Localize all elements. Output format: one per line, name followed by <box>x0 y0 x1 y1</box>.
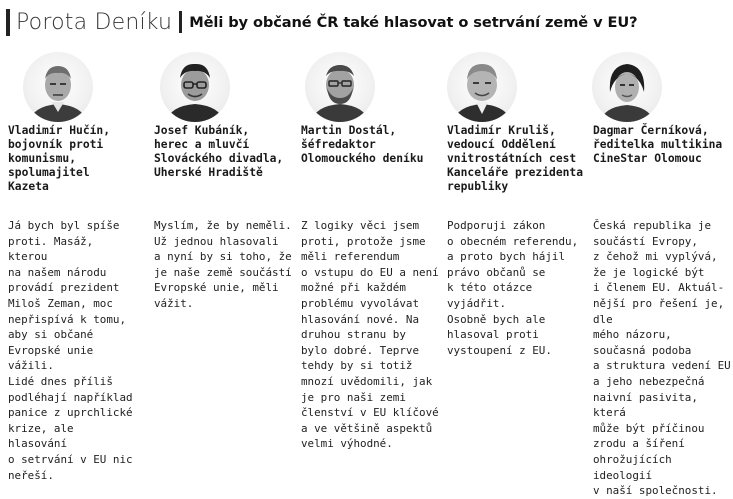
juror-name: Vladimír Hučín, bojovník proti komunismu, spolumajitel Kazeta <box>8 124 111 193</box>
juror-photo <box>447 52 517 122</box>
juror-photo <box>305 52 375 122</box>
juror-name: Martin Dostál, šéfredaktor Olomouckého deníku <box>301 124 424 165</box>
juror-answer: Z logiky věci jsem proti, protože jsme měli referendum o vstupu do EU a není možné při každém problému vyvolávat hlasování nové. Na druhou stranu by bylo dobré. Teprve tehdy by si totiž mnozí uvědomili, jak je pro naši zemi členství v EU klíčové a ve většině aspektů velmi výhodné. <box>301 219 439 451</box>
juror-photo <box>160 52 230 122</box>
juror-answer: Česká republika je součástí Evropy, z čehož mi vyplývá, že je logické být i členem EU. Aktuál- nější pro řešení je, dle mého názoru, současná podoba a struktura vedení EU a jeho nebezpečná naivní pasivita, která může být příčinou zrodu a šíření ohrožujících ideologií v naší společnosti. <box>593 219 731 498</box>
header <box>6 6 731 38</box>
juror-answer: Myslím, že by neměli. Už jednou hlasovali a nyní by si toho, že je naše země součástí Evropské unie, měli vážit. <box>154 219 292 310</box>
header-bar <box>6 9 10 36</box>
juror-photo <box>23 52 93 122</box>
juror-name: Josef Kubáník, herec a mluvčí Slováckého divadla, Uherské Hradiště <box>154 124 284 179</box>
section-brand: Porota Deníku <box>16 9 173 35</box>
juror-answer: Podporuji zákon o obecném referendu, a proto bych hájil právo občanů se k této otázce vyjádřit. Osobně bych ale hlasoval proti vystoupení z EU. <box>447 219 579 357</box>
juror-name: Vladimír Kruliš, vedoucí Oddělení vnitrostátních cest Kanceláře prezidenta republiky <box>447 124 584 193</box>
juror-name: Dagmar Černíková, ředitelka multikina CineStar Olomouc <box>593 124 723 165</box>
juror-photo <box>592 52 662 122</box>
header-separator <box>179 11 182 33</box>
juror-answer: Já bych byl spíše proti. Masáž, kterou na našem národu provádí prezident Miloš Zeman, moc nepřispívá k tomu, aby si občané Evropské unie vážili. Lidé dnes příliš podléhají například panice z uprchlické krize, ale hlasování o setrvání v EU nic neřeší. <box>8 219 133 482</box>
poll-question: Měli by občané ČR také hlasovat o setrvání země v EU? <box>189 13 638 31</box>
